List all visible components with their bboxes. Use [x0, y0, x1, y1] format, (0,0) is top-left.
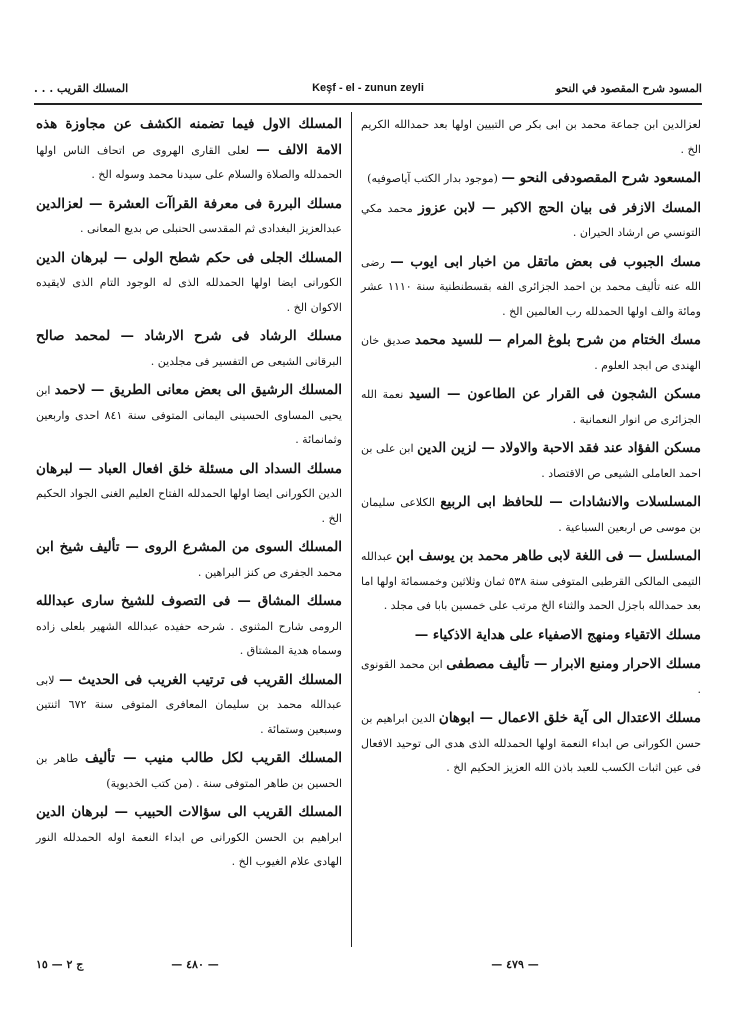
entry-title: مسكن الفؤاد عند فقد الاحبة والاولاد — لزين الدين: [417, 440, 701, 456]
right-running-title: المسود شرح المقصود في النحو: [555, 82, 702, 95]
right-column: [361, 112, 701, 785]
left-column: [36, 112, 342, 879]
entry-text: البرقانى الشيعى ص التفسير فى مجلدين .: [150, 354, 342, 368]
entry-title: المسلك القريب لكل طالب منيب — تأليف: [85, 750, 342, 766]
entry: [361, 706, 701, 781]
entry: [36, 535, 342, 585]
entry-text: الرومى شارح المثنوى . شرحه حفيده عبدالله الشهير بلعلى زاده وسماه هدية المشتاق .: [36, 619, 342, 657]
left-page-number: — ٤٨٠ —: [171, 958, 219, 971]
entry-text: الكلاعى سليمان بن موسى ص اربعين السباعية .: [361, 496, 701, 534]
entry: [361, 382, 701, 432]
entry: [36, 457, 342, 532]
entry-title: المسلك القريب فى ترتيب الغريب فى الحديث —: [58, 671, 342, 688]
volume-number: ج ٢ — ١٥: [36, 958, 84, 971]
entry-text: ابن محمد القونوى .: [361, 658, 701, 696]
entry-title: مسلك السداد الى مسئلة خلق افعال العباد — لبرهان: [36, 460, 342, 477]
entry: [361, 112, 701, 162]
entry: [36, 192, 342, 242]
entry: [361, 623, 701, 649]
entry: [36, 324, 342, 374]
entry-text: محمد الجفرى ص كنز البراهين .: [197, 565, 342, 579]
entry: [361, 328, 701, 378]
entry-title: مسك الختام من شرح بلوغ المرام — للسيد محمد: [414, 332, 702, 348]
entry-title: المسلك الجلى فى حكم شطح الولى — لبرهان الدين: [36, 249, 342, 266]
entry: [361, 490, 701, 540]
entry-text: الكورانى ايضا اولها الحمدلله الذى له الوجود التام الذى لايقيده الاكوان الخ .: [36, 276, 342, 314]
entry-title: مسلك المشاق — فى التصوف للشيخ سارى عبدالله: [36, 593, 342, 609]
entry: [36, 668, 342, 743]
entry-text: الدين الكورانى ايضا اولها الحمدلله الفتاح العليم الغنى الجواد الحكيم الخ .: [36, 487, 342, 525]
left-running-title: المسلك القريب . . .: [34, 82, 129, 95]
entry-title: مسلك الاعتدال الى آية خلق الاعمال — ابوهان: [438, 710, 702, 726]
page-header: [34, 82, 702, 104]
entry-text: ابن على بن احمد العاملى الشيعى ص الاقتصاد .: [361, 442, 701, 480]
column-divider: [351, 112, 352, 947]
entry-text: لعلى القارى الهروى ص اتحاف الناس اولها الحمدلله والصلاة والسلام على سيدنا محمد وسوله الخ .: [36, 143, 342, 181]
entry: [361, 250, 701, 325]
header-rule: [34, 103, 702, 105]
entry-title: مسلك الرشاد فى شرح الارشاد — لمحمد صالح: [36, 328, 342, 344]
entry-title: المسعود شرح المقصودفى النحو —: [501, 170, 701, 186]
entry: [36, 746, 342, 796]
entry: [361, 544, 701, 619]
center-running-title: Keşf - el - zunun zeyli: [312, 82, 424, 94]
entry-title: المسلك الاول فيما تضمنه الكشف عن مجاوزة هذه الامة الالف —: [36, 116, 342, 158]
entry-text: ابراهيم بن الحسن الكورانى ص ابداء النعمة اوله الحمدلله النور الهادى علام الغيوب الخ .: [36, 830, 342, 868]
entry-title: المسلسلات والانشادات — للحافظ ابى الربيع: [440, 494, 701, 510]
entry-text: ابن يحيى المساوى الحسينى اليمانى المتوفى سنة ٨٤١ احدى واربعين وثمانمائة .: [36, 384, 342, 446]
entry-title: المسك الازفر فى بيان الحج الاكبر — لابن عزوز: [418, 199, 702, 216]
entry-text: عبدالله التيمى المالكى القرطبى المتوفى سنة ٥٣٨ ثمان وثلاثين وخمسمائة اولها اما بعد حمدالله باجزل الحمد والثناء الخ مرتب على خمسين بابا فى مجلد .: [361, 550, 701, 612]
entry: [361, 196, 701, 246]
entry: [361, 166, 701, 192]
entry-text: محمد مكي التونسي ص ارشاد الحيران .: [361, 201, 701, 239]
entry-title: المسلك السوى من المشرع الروى — تأليف شيخ ابن: [36, 539, 342, 555]
entry-text: صديق خان الهندى ص ابجد العلوم .: [361, 334, 701, 372]
entry: [36, 112, 342, 188]
entry-title: مسك الجبوب فى بعض ماتقل من اخبار ابى ايوب —: [390, 253, 702, 270]
entry: [36, 800, 342, 875]
entry-text: عبدالعزيز البغدادى ثم المقدسى الحنبلى ص بديع المعانى .: [80, 222, 342, 235]
entry-text: (موجود بدار الكتب آياصوفيه): [367, 172, 498, 185]
entry: [36, 246, 342, 321]
entry-text: لابى عبدالله محمد بن سليمان المعافرى المتوفى سنة ٦٧٢ اثنتين وسبعين وستمائة .: [36, 673, 342, 736]
entry-title: المسلسل — فى اللغة لابى طاهر محمد بن يوسف ابن: [396, 548, 701, 564]
entry-title: مسكن الشجون فى القرار عن الطاعون — السيد: [409, 386, 701, 402]
entry-title: المسلك القريب الى سؤالات الحبيب — لبرهان الدين: [36, 804, 342, 820]
entry-title: مسلك الاتقياء ومنهج الاصفياء على هداية الاذكياء —: [414, 626, 701, 643]
entry-title: مسلك الاحرار ومنبع الابرار — تأليف مصطفى: [446, 656, 701, 672]
right-page-number: — ٤٧٩ —: [491, 958, 539, 971]
entry-title: مسلك البررة فى معرفة القراآت العشرة — لعزالدين: [36, 195, 342, 212]
entry: [361, 652, 701, 702]
entry-text: رضى الله عنه تأليف محمد بن احمد الجزائرى الفه بقسطنطنية سنة ١١١٠ عشر ومائة والف اولها الحمدلله رب العالمين الخ .: [361, 255, 701, 318]
entry-title: المسلك الرشيق الى بعض معانى الطريق — لاحمد: [54, 382, 343, 398]
entry: [36, 378, 342, 453]
entry: [361, 436, 701, 486]
entry-text: لعزالدين ابن جماعة محمد بن ابى بكر ص التبيين اولها بعد حمدالله الكريم الخ .: [361, 118, 701, 156]
entry: [36, 589, 342, 664]
entry-text: الدين ابراهيم بن حسن الكورانى ص ابداء النعمة اولها الحمدلله الذى هدى الى توحيد الافعال فى عين اثبات الكسب للعبد باذن الله العزيز الحكيم الخ .: [361, 712, 701, 774]
entry-text: طاهر بن الحسين بن طاهر المتوفى سنة . (من كتب الخديوية): [36, 752, 342, 790]
entry-text: نعمة الله الجزائرى ص انوار النعمانية .: [361, 388, 701, 426]
